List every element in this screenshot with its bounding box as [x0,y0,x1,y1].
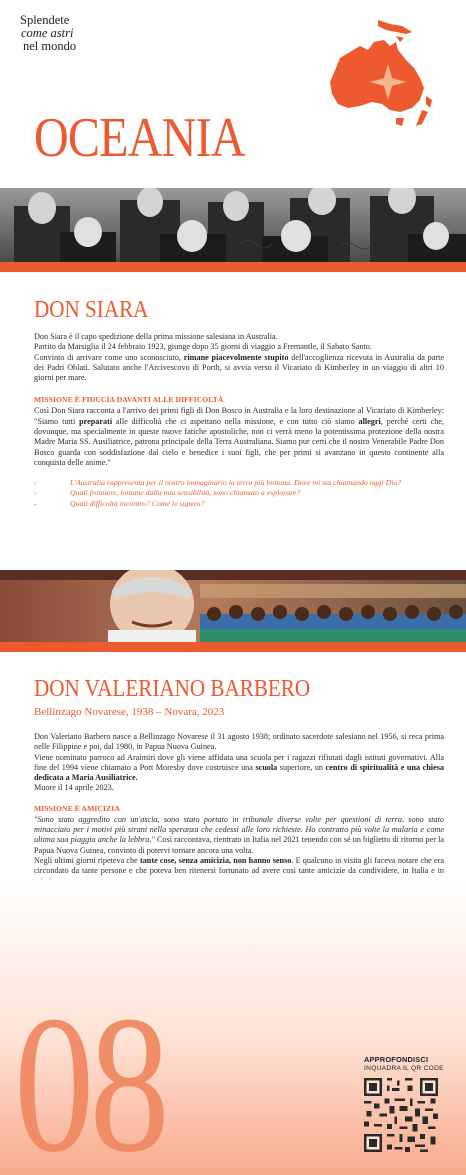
section-title: DON SIARA [34,297,149,323]
text-run: Negli ultimi giorni ripeteva che [34,855,140,865]
intro-paragraph [34,332,444,383]
reflection-questions [34,478,444,509]
scan-qr-label: INQUADRA IL QR CODE [364,1065,444,1072]
bio-paragraph [34,732,444,794]
text-run: Così Don Siara racconta a l'arrivo dei primi figli di Don Bosco in Australia e la loro destinazione al Vicariato di Kimberley: "Siamo tutti [34,406,444,426]
text-line: Muore il 14 aprile 2023. [34,783,114,793]
text-line: Don Valeriano Barbero nasce a Bellinzago Novarese il 31 agosto 1938; ordinato sacerdote salesiano nel 1956, si reca prima nelle Filippine e poi, dal 1980, in Papua Nuova Guinea. [34,732,444,752]
historic-group-photo [0,188,466,262]
text-run: dell'accoglienza ricevuta in Australia da parte dei Padri Oblati. Salutato anche l'Arcivescovo di Porth, si avvia verso il Vicariato di Kimberley in un viaggio di altri 10 giorni per mare. [34,352,444,383]
page-title: OCEANIA [34,107,245,169]
text-run: Convinto di arrivare come uno sconosciuto, [34,352,184,362]
australia-map-icon [326,16,438,134]
tagline-line-3: nel mondo [23,39,77,53]
question-item: - Quali difficoltà incontro? Come le supero? [34,499,444,509]
subheading: MISSIONE È AMICIZIA [34,803,120,813]
approfondisci-label: APPROFONDISCI [364,1055,429,1064]
tagline-line-2: come astri [21,26,74,40]
orange-band [0,262,466,272]
question-item: - Quali frontiere, lontane dalla mia sensibilità, sono chiamato a esplorare? [34,488,444,498]
text-line [34,753,444,784]
bold-run: tante cose, senza amicizia, non hanno senso [139,855,292,865]
text-run: alle difficoltà che ci aspettano nella missione, e con tutto ciò siamo [112,416,359,426]
orange-band [0,642,466,652]
subheading: MISSIONE È FIDUCIA DAVANTI ALLE DIFFICOLTÀ [34,395,224,405]
text-run: Viene nominato parroco ad Araimiri dove gli viene affidata una scuola per i ragazzi rifiutati dagli istituti governativi. Alla fine del 1994 viene chiamato a Port Moresby dove costruisce una [34,752,444,772]
bold-run: rimane piacevolmente stupito [183,352,289,362]
valeriano-photo [0,570,466,642]
text-line: Partito da Marsiglia il 24 febbraio 1923, giunge dopo 35 giorni di viaggio a Fremantle, il Sabato Santo. [34,342,372,352]
section-title: DON VALERIANO BARBERO [34,676,311,702]
bold-run: preparati [79,416,113,426]
section-subtitle: Bellinzago Novarese, 1938 – Novara, 2023 [34,706,225,718]
question-item: - L'Australia rappresenta per il nostro immaginario la terra più lontana. Dove mi sta chiamando oggi Dio? [34,478,444,488]
quote-paragraph [34,815,444,856]
text-run: Così raccontava, rientrato in Italia nel 2021 tenendo con sé un biglietto di ritorno per la Papua Nuova Guinea, convinto di potervi tornare ancora una volta. [34,835,444,855]
bold-run: centro di spiritualità e una chiesa dedicata a Maria Ausiliatrice. [34,762,444,783]
italic-run: "Sono stato aggredito con un'ascia, sono stato portato in tribunale diverse volte per questioni di terra, sono stato minacciato per i motivi più strani nella speranza che cedessi alle loro richieste. Ho contratto più volte la malaria e come ultima sua piaggia anche la lebbra." [34,814,444,845]
text-line: Don Siara è il capo spedizione della prima missione salesiana in Australia. [34,332,278,341]
quote-paragraph [34,406,444,468]
qr-code-icon[interactable] [364,1078,438,1152]
tagline [20,14,110,53]
qr-caption [364,1055,454,1072]
tagline-line-1: Splendete [20,13,70,27]
text-run: . E qualcuno in visita gli faceva notare che era circondato da tante persone e che poteva ben ritenersi fortunato ad avere così tante amicizie da condividere, in Italia e in [34,855,444,876]
page-number: 08 [14,976,165,1175]
section-don-siara [34,296,444,509]
text-run: , perché certi che, dovunque, ma specialmente in queste nuove fatiche apostoliche, non ci verrà meno la potentissima protezione della nostra Madre Maria SS. Ausiliatrice, patrona principale della Terra Australiana. Siamo pur certi che il nostro Venerabile Padre Don Bosco guarda con soddisfazione dal cielo e benedice i suoi figli, che per primi si avanzano in questo continente alla conquista delle anime." [34,416,444,467]
bold-run: allegri [358,416,381,426]
text-run: superiore, un [277,762,326,772]
text-line [34,353,444,384]
bold-run: scuola [255,762,278,772]
